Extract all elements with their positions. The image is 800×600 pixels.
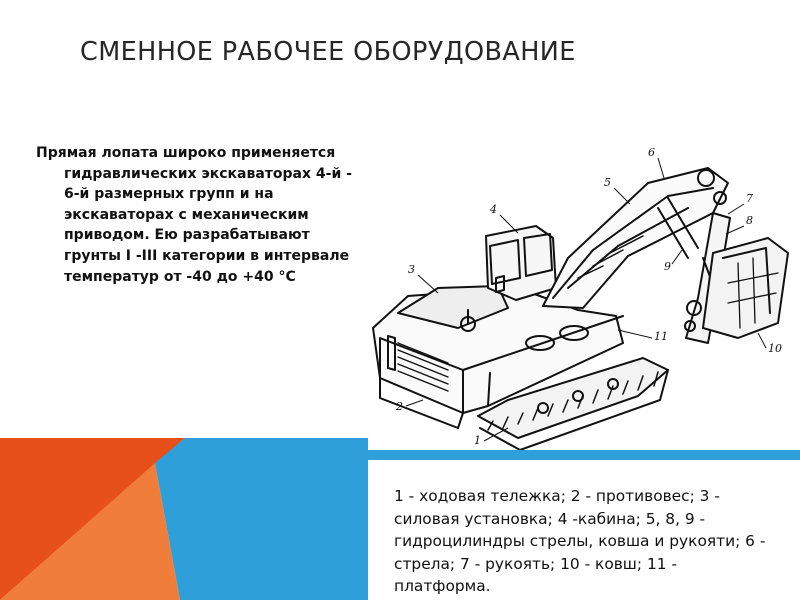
callout-2: 2 xyxy=(396,400,403,413)
callout-11: 11 xyxy=(654,330,668,343)
description-line: приводом. Ею разрабатывают xyxy=(64,227,310,244)
callout-1: 1 xyxy=(474,434,481,447)
callout-5: 5 xyxy=(604,176,611,189)
bucket xyxy=(703,238,788,338)
slide-title: СМЕННОЕ РАБОЧЕЕ ОБОРУДОВАНИЕ xyxy=(80,37,576,67)
callout-8: 8 xyxy=(746,214,753,227)
description-line: гидравлических экскаваторах 4-й - xyxy=(64,165,352,182)
callout-7: 7 xyxy=(746,192,753,205)
description-text xyxy=(36,143,370,287)
figure-caption: 1 - ходовая тележка; 2 - противовес; 3 - силовая установка; 4 -кабина; 5, 8, 9 - гидроцилиндры стрелы, ковша и рукояти; 6 - стрела; 7 - рукоять; 10 - ковш; 11 - платформа. xyxy=(394,487,766,596)
description-line: грунты I -III категории в интервале xyxy=(64,247,350,264)
description-line: 6-й размерных групп и на xyxy=(64,186,274,203)
description-line: Прямая лопата широко применяется xyxy=(36,145,336,161)
callout-10: 10 xyxy=(768,342,782,355)
callout-3: 3 xyxy=(408,263,415,276)
cabin xyxy=(486,226,556,300)
description-line: температур от -40 до +40 °С xyxy=(64,268,296,285)
excavator-diagram xyxy=(368,138,800,450)
callout-9: 9 xyxy=(664,260,671,273)
callout-4: 4 xyxy=(490,203,497,216)
description-line: экскаваторах с механическим xyxy=(64,206,309,223)
callout-6: 6 xyxy=(648,146,655,159)
